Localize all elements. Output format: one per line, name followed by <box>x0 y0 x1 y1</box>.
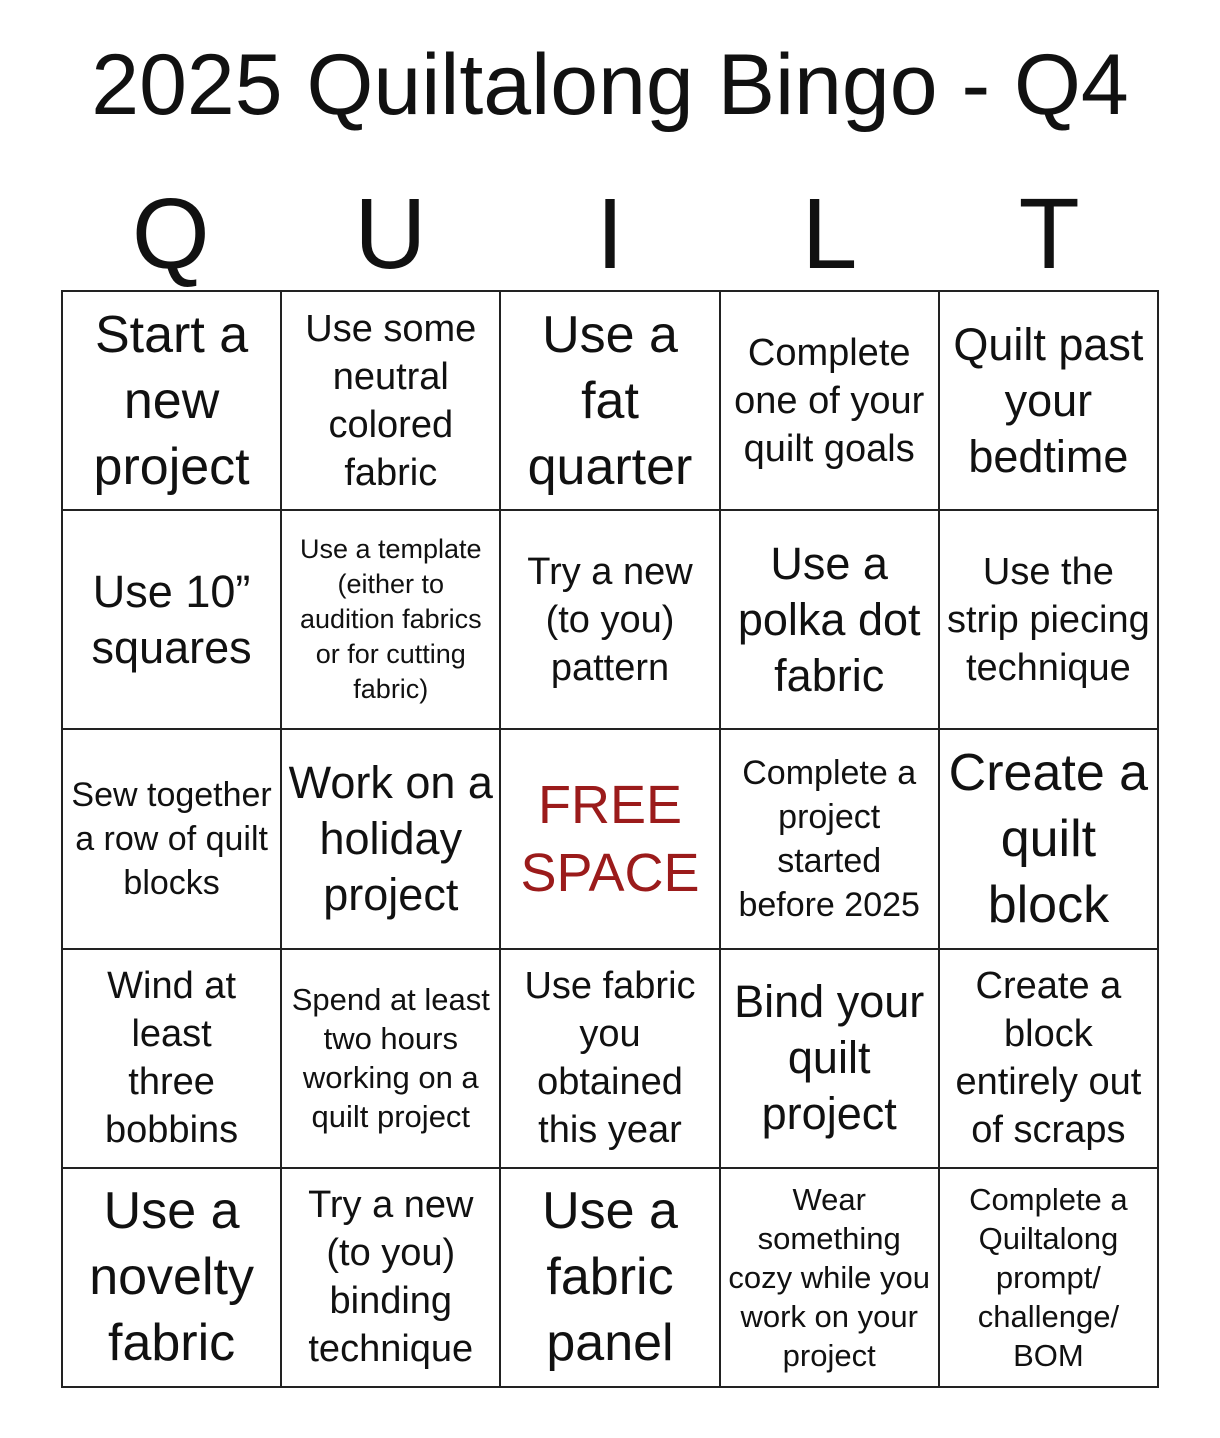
bingo-cell <box>501 1169 720 1388</box>
bingo-cell <box>940 292 1159 511</box>
bingo-cell <box>940 950 1159 1169</box>
cell-text: Quilt past your bedtime <box>953 318 1144 482</box>
free-space-text: FREE SPACE <box>520 774 700 903</box>
bingo-cell <box>63 511 282 730</box>
bingo-cell <box>721 730 940 949</box>
cell-text: Try a new (to you) binding technique <box>308 1184 474 1371</box>
cell-text: Try a new (to you) pattern <box>527 550 693 689</box>
cell-text: Wind at least three bobbins <box>105 965 239 1152</box>
bingo-cell <box>282 730 501 949</box>
bingo-cell <box>63 730 282 949</box>
bingo-cell <box>501 950 720 1169</box>
cell-text: Work on a holiday project <box>288 756 493 920</box>
cell-text: Use a fabric panel <box>542 1182 678 1373</box>
cell-text: Use some neutral colored fabric <box>305 307 477 494</box>
cell-text: Wear something cozy while you work on your project <box>728 1181 930 1373</box>
cell-text: Complete one of your quilt goals <box>734 331 925 470</box>
cell-text: Create a quilt block <box>948 743 1149 934</box>
column-letters <box>61 178 1159 290</box>
free-space-cell <box>501 730 720 949</box>
bingo-cell <box>282 950 501 1169</box>
cell-text: Create a block entirely out of scraps <box>955 965 1142 1152</box>
cell-text: Sew together a row of quilt blocks <box>71 775 272 902</box>
bingo-cell <box>63 950 282 1169</box>
cell-text: Use a polka dot fabric <box>737 537 921 701</box>
cell-text: Bind your quilt project <box>734 976 925 1140</box>
cell-text: Use 10” squares <box>91 565 252 673</box>
cell-text: Use fabric you obtained this year <box>524 965 696 1152</box>
cell-text: Complete a project started before 2025 <box>738 753 920 924</box>
bingo-cell <box>721 1169 940 1388</box>
column-letter-q: Q <box>131 178 210 290</box>
cell-text: Start a new project <box>93 305 250 496</box>
column-letter-u: U <box>354 178 427 290</box>
bingo-grid <box>61 290 1159 1388</box>
bingo-cell <box>501 511 720 730</box>
bingo-cell <box>282 511 501 730</box>
bingo-cell <box>282 1169 501 1388</box>
bingo-cell <box>63 1169 282 1388</box>
column-letter-i: I <box>596 178 624 290</box>
cell-text: Complete a Quiltalong prompt/ challenge/ BOM <box>969 1181 1128 1373</box>
bingo-cell <box>721 511 940 730</box>
cell-text: Use a template (either to audition fabrics or for cutting fabric) <box>299 534 482 705</box>
bingo-cell <box>940 1169 1159 1388</box>
bingo-cell <box>940 730 1159 949</box>
column-letter-t: T <box>1018 178 1080 290</box>
cell-text: Spend at least two hours working on a quilt project <box>291 982 490 1135</box>
page-title: 2025 Quiltalong Bingo - Q4 <box>91 37 1129 133</box>
column-letter-l: L <box>801 178 858 290</box>
bingo-cell <box>721 950 940 1169</box>
cell-text: Use a fat quarter <box>527 305 693 496</box>
bingo-cell <box>940 511 1159 730</box>
cell-text: Use a novelty fabric <box>89 1182 254 1373</box>
bingo-cell <box>501 292 720 511</box>
bingo-cell <box>63 292 282 511</box>
cell-text: Use the strip piecing technique <box>947 550 1150 689</box>
bingo-cell <box>282 292 501 511</box>
bingo-cell <box>721 292 940 511</box>
